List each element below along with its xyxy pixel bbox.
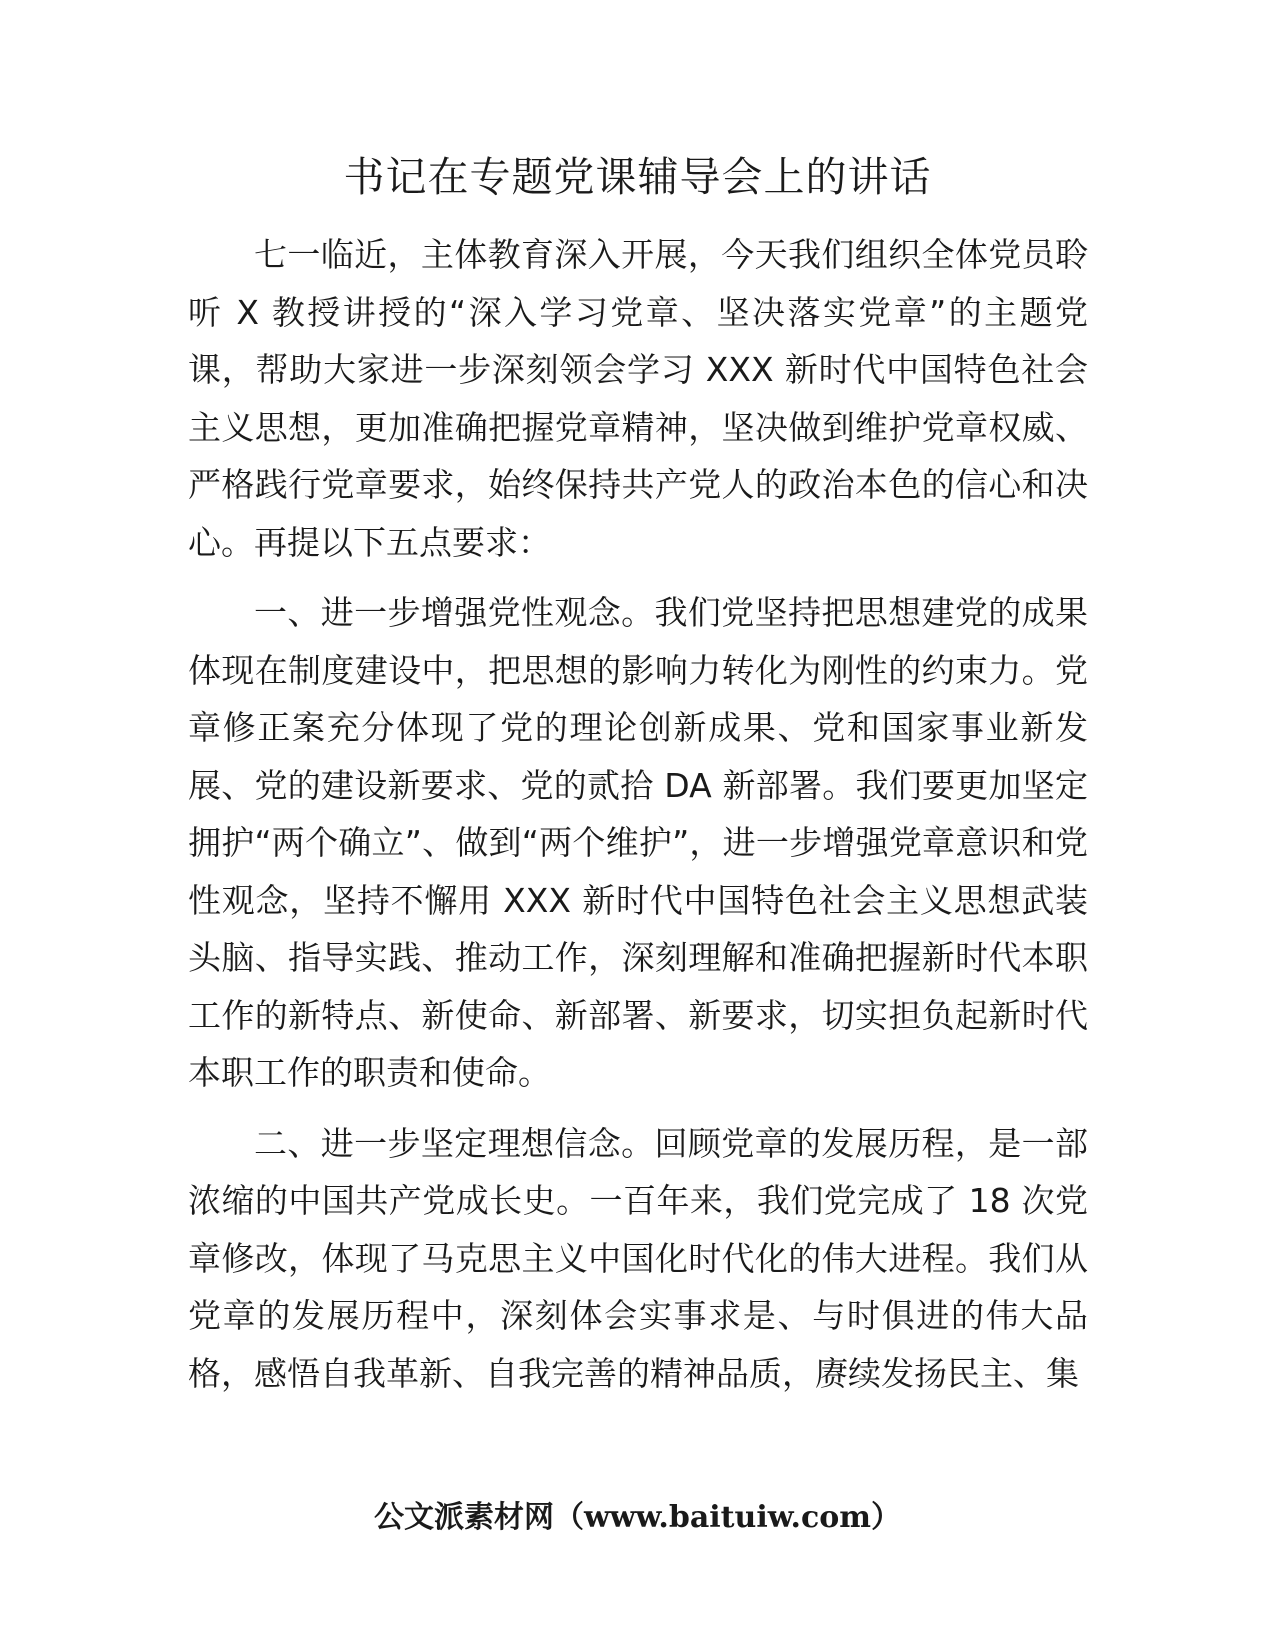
paragraph-intro: 七一临近，主体教育深入开展，今天我们组织全体党员聆听 X 教授讲授的“深入学习党章、坚决落实党章”的主题党课，帮助大家进一步深刻领会学习 XXX 新时代中国特色社会主义思想，更加准确把握党章精神，坚决做到维护党章权威、严格践行党章要求，始终保持共产党人的政治本色的信心和决心。再提以下五点要求：	[188, 235, 1088, 562]
document-body	[188, 226, 1088, 1415]
source-watermark-footer: 公文派素材网（www.baituiw.com）	[373, 1500, 902, 1535]
document-title: 书记在专题党课辅导会上的讲话	[343, 153, 932, 201]
paragraph-point-two: 二、进一步坚定理想信念。回顾党章的发展历程，是一部浓缩的中国共产党成长史。一百年来，我们党完成了 18 次党章修改，体现了马克思主义中国化时代化的伟大进程。我们从党章的发展历程中，深刻体会实事求是、与时俱进的伟大品格，感悟自我革新、自我完善的精神品质，赓续发扬民主、集	[188, 1123, 1088, 1393]
paragraph-point-one: 一、进一步增强党性观念。我们党坚持把思想建党的成果体现在制度建设中，把思想的影响力转化为刚性的约束力。党章修正案充分体现了党的理论创新成果、党和国家事业新发展、党的建设新要求、党的贰拾 DA 新部署。我们要更加坚定拥护“两个确立”、做到“两个维护”，进一步增强党章意识和党性观念，坚持不懈用 XXX 新时代中国特色社会主义思想武装头脑、指导实践、推动工作，深刻理解和准确把握新时代本职工作的新特点、新使命、新部署、新要求，切实担负起新时代本职工作的职责和使命。	[188, 593, 1088, 1092]
